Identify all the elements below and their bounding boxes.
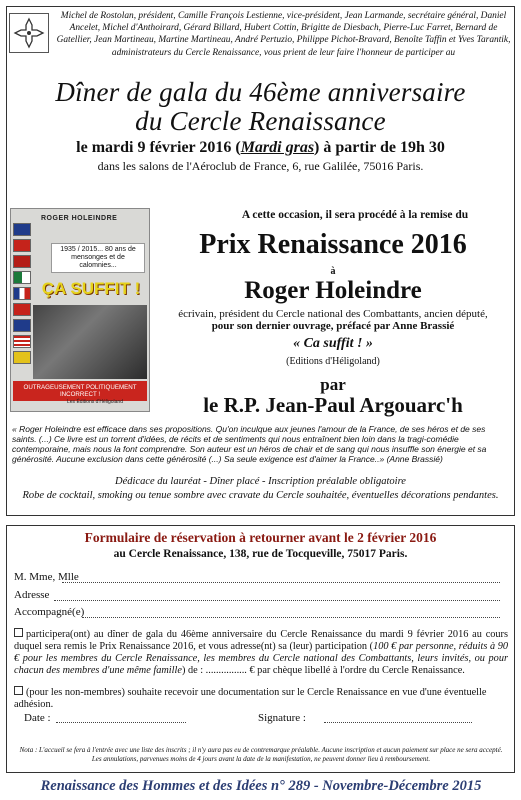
signature-label: Signature : [258, 712, 306, 724]
dedication-text: Dédicace du lauréat - Dîner placé - Inscription préalable obligatoire [115, 476, 406, 487]
participation-price: 100 € par personne, réduits à 90 € pour les membres du Cercle Renaissance, les membres du Cercle national des Combattants, leurs invités, ou pour chacun des membres d'une même famille [14, 641, 509, 676]
book-cover-image [10, 208, 150, 412]
occasion-text: A cette occasion, il sera procédé à la remise du [241, 209, 469, 221]
usa-flag-icon [13, 335, 31, 348]
hosts-text: Michel de Rostolan, président, Camille François Lestienne, vice-président, Jean Larmande, secrétaire général, Daniel Ancelet, Michel d'Anthoirard, Gérard Billard, Hubert Cottin, Brigitte de Diesbach, Pierre-Luc Farret, Bernard de Gatellier, Jean Martineau, Martine Martineau, André Pertuzio, Philippe Pichot-Bravard, Benoîte Taffin et Yves Tarantik, administrateurs du Cercle Renaissance, vous prient de leur faire l'honneur de participer au [56, 11, 511, 58]
uk-flag-icon [13, 223, 31, 236]
documentation-request-text: (pour les non-membres) souhaite recevoir une documentation sur le Cercle Renaissance en vue d'une éventuelle adhésion. [14, 687, 487, 710]
nazi-flag-icon [13, 255, 31, 268]
form-title: Formulaire de réservation à retourner avant le 2 février 2016 [84, 530, 437, 545]
book-cover-title: ÇA SUFFIT ! [41, 279, 141, 298]
date-field[interactable] [56, 722, 186, 723]
book-cover-author: ROGER HOLEINDRE [41, 215, 118, 222]
flags-column [13, 223, 31, 367]
laureate-name: Roger Holeindre [244, 277, 422, 304]
book-cover-photo [33, 305, 147, 379]
prize-title: Prix Renaissance 2016 [199, 229, 467, 260]
address-field-label: Adresse [14, 589, 50, 601]
cross-logo-icon [9, 13, 49, 53]
date-label: Date : [24, 712, 51, 724]
companions-field-label: Accompagné(e) [14, 606, 85, 618]
event-date [8, 139, 513, 157]
algeria-flag-icon [13, 271, 31, 284]
soviet-flag-icon [13, 239, 31, 252]
gala-title-line1: Dîner de gala du 46ème anniversaire [55, 77, 466, 107]
name-field[interactable] [62, 582, 500, 583]
form-note: Nota : L'accueil se fera à l'entrée avec une liste des inscrits ; il n'y aura pas eu de contremarque préalable. Aucune inscription et aucun paiement sur place ne sera accepté. Les annulations, parvenues moins de 4 jours avant la date de la manifestation, ne peuvent donner lieu à remboursement. [19, 746, 503, 763]
date-prefix: le mardi 9 février 2016 ( [76, 139, 241, 156]
participation-checkbox[interactable] [14, 628, 23, 637]
flag-icon [13, 351, 31, 364]
magazine-footer: Renaissance des Hommes et des Idées n° 289 - Novembre-Décembre 2015 [40, 778, 482, 794]
presenter-name: le R.P. Jean-Paul Argouarc'h [203, 393, 463, 417]
companions-field[interactable] [82, 617, 500, 618]
address-field[interactable] [54, 600, 500, 601]
signature-field[interactable] [324, 722, 472, 723]
book-name: « Ca suffit ! » [293, 336, 373, 351]
participation-text-part2: ) de : ................ € par chèque libellé à l'ordre du Cercle Renaissance. [181, 665, 465, 676]
name-field-label: M. Mme, Mlle [14, 571, 79, 583]
brassie-quote: « Roger Holeindre est efficace dans ses propositions. Qu'on inculque aux jeunes l'amour de la France, de ses héros et de ses saints. (...) Ce livre est un torrent d'idées, de récits et de sentiments qui nous entraînent bien loin dans la tragi-comédie contemporaine, mais nous la font comprendre. Son auteur est un héros de chair et de sang qui nous insuffle son énergie et sa générosité. Aucune exclusion dans cette générosité (...) Sa seule exigence est d'aimer la France..» (Anne Brassié) [12, 424, 487, 464]
laureate-description: écrivain, président du Cercle national des Combattants, ancien député, [178, 308, 488, 320]
laureate-book-line: pour son dernier ouvrage, préfacé par Anne Brassié [211, 320, 455, 332]
vietnam-flag-icon [13, 303, 31, 316]
france-flag-icon [13, 287, 31, 300]
form-address: au Cercle Renaissance, 138, rue de Tocqueville, 75017 Paris. [113, 548, 408, 560]
mardi-gras-highlight: Mardi gras [240, 139, 315, 156]
dress-code-text: Robe de cocktail, smoking ou tenue sombre avec cravate du Cercle souhaitée, éventuelles décorations pendantes. [22, 490, 499, 501]
by-word: par [320, 375, 346, 394]
documentation-request [14, 686, 508, 711]
gala-title [8, 78, 513, 136]
participation-text-part1: participera(ont) au dîner de gala du 46ème anniversaire du Cercle Renaissance du mardi 9 février 2016 au cours duquel sera remis le Prix Renaissance 2016, et vous adresse(nt) sa (leur) participation ( [14, 629, 508, 652]
eu-flag-icon [13, 319, 31, 332]
book-cover-banner: OUTRAGEUSEMENT POLITIQUEMENT INCORRECT ! [13, 381, 147, 401]
gala-title-line2: du Cercle Renaissance [135, 106, 386, 136]
venue-text: dans les salons de l'Aéroclub de France, 6, rue Galilée, 75016 Paris. [97, 159, 424, 173]
date-suffix: ) à partir de 19h 30 [314, 139, 445, 156]
book-cover-subtitle: 1935 / 2015... 80 ans de mensonges et de calomnies... [51, 243, 145, 273]
participation-text [14, 628, 508, 677]
publisher-text: (Editions d'Héligoland) [286, 356, 380, 367]
book-cover-publisher: Les Éditions d'Héligoland [67, 399, 123, 405]
documentation-checkbox[interactable] [14, 686, 23, 695]
to-word: à [330, 266, 336, 277]
